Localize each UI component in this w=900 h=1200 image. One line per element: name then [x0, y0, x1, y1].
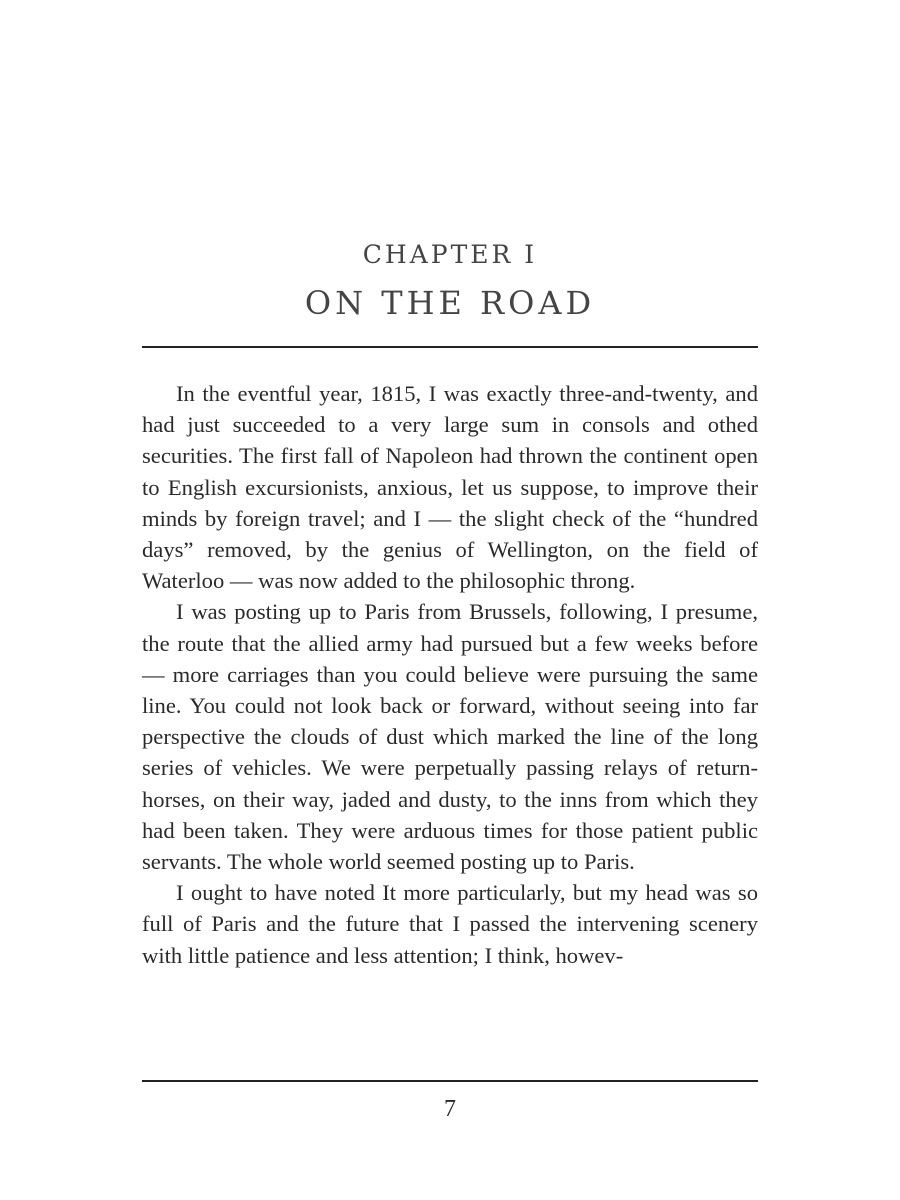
- paragraph: In the eventful year, 1815, I was exactly three-and-twenty, and had just succeeded to a very large sum in consols and othed securities. The first fall of Napoleon had thrown the continent open to English excursionists, anxious, let us suppose, to improve their minds by foreign travel; and I — the slight check of the “hundred days” removed, by the genius of Wellington, on the field of Waterloo — was now added to the philosophic throng.: [142, 381, 758, 594]
- paragraph: I ought to have noted It more particularly, but my head was so full of Paris and the future that I passed the intervening scenery with little patience and less attention; I think, howev-: [142, 880, 758, 968]
- paragraph: I was posting up to Paris from Brussels, following, I presume, the route that the allied army had pursued but a few weeks before — more carriages than you could believe were pursuing the same line. You could not look back or forward, without seeing into far perspective the clouds of dust which marked the line of the long series of vehicles. We were perpetually passing relays of return-horses, on their way, jaded and dusty, to the inns from which they had been taken. They were arduous times for those patient public servants. The whole world seemed posting up to Paris.: [142, 599, 758, 875]
- page-number: 7: [444, 1096, 456, 1122]
- chapter-body: [142, 378, 758, 971]
- footer-rule: [142, 1080, 758, 1082]
- chapter-title: ON THE ROAD: [304, 284, 596, 322]
- chapter-label: CHAPTER I: [362, 240, 538, 269]
- header-rule: [142, 346, 758, 348]
